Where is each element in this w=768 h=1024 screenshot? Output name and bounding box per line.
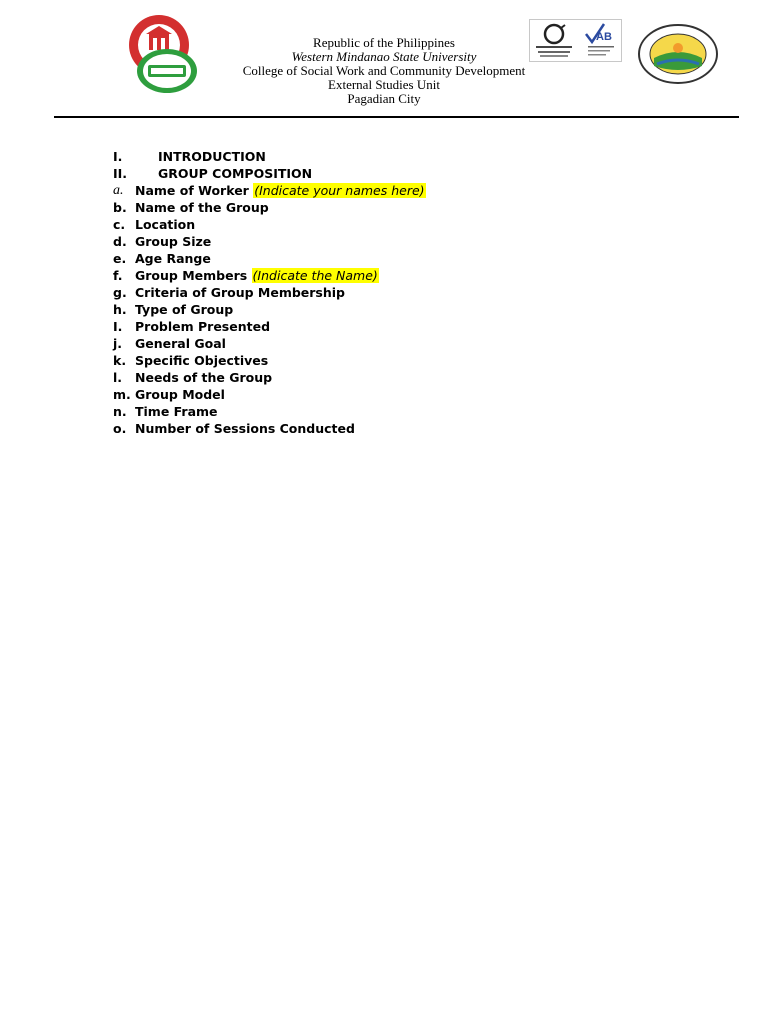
item-label: Needs of the Group: [135, 370, 273, 385]
external-studies-seal-logo: [637, 24, 719, 84]
item-marker: n.: [113, 404, 127, 419]
item-label: [135, 267, 379, 284]
item-marker: c.: [113, 217, 126, 232]
header-city: Pagadian City: [347, 91, 421, 106]
header-unit: External Studies Unit: [328, 77, 440, 92]
document-header: [0, 0, 768, 120]
item-marker: I.: [113, 319, 123, 334]
item-marker: k.: [113, 353, 127, 368]
svg-text:AB: AB: [596, 31, 612, 43]
item-label: Group Size: [135, 234, 212, 249]
item-label: Age Range: [135, 251, 211, 266]
item-marker: j.: [113, 336, 123, 351]
item-label: Specific Objectives: [135, 353, 269, 368]
item-marker: e.: [113, 251, 127, 266]
section-heading: INTRODUCTION: [158, 149, 266, 164]
item-marker: o.: [113, 421, 127, 436]
item-label: Time Frame: [135, 404, 218, 419]
header-republic: Republic of the Philippines: [313, 35, 455, 50]
item-marker: h.: [113, 302, 127, 317]
item-marker: a.: [113, 183, 124, 198]
item-label: Group Model: [135, 387, 225, 402]
item-marker: l.: [113, 370, 123, 385]
item-marker: b.: [113, 200, 127, 215]
section-heading: GROUP COMPOSITION: [158, 166, 313, 181]
item-text: Group Members: [135, 268, 248, 283]
item-label: General Goal: [135, 336, 226, 351]
roman-marker: II.: [113, 166, 128, 181]
header-university: Western Mindanao State University: [291, 49, 477, 64]
item-label: Problem Presented: [135, 319, 271, 334]
item-text: Name of Worker: [135, 183, 249, 198]
item-marker: d.: [113, 234, 127, 249]
item-label: Criteria of Group Membership: [135, 285, 346, 300]
item-label: Number of Sessions Conducted: [135, 421, 355, 436]
highlighted-note: (Indicate your names here): [254, 183, 425, 198]
roman-marker: I.: [113, 149, 123, 164]
item-label: Location: [135, 217, 196, 232]
item-label: Name of the Group: [135, 200, 269, 215]
item-label: Type of Group: [135, 302, 234, 317]
item-label: [135, 182, 426, 199]
item-marker: g.: [113, 285, 127, 300]
item-marker: m.: [113, 387, 131, 402]
highlighted-note: (Indicate the Name): [252, 268, 378, 283]
header-college: College of Social Work and Community Development: [242, 63, 526, 78]
item-marker: f.: [113, 268, 123, 283]
header-divider: [54, 116, 739, 118]
